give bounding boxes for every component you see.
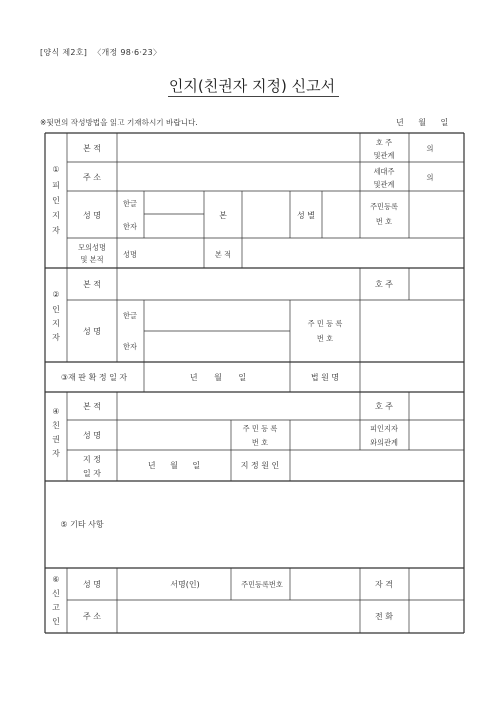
mother-label-2: 및 본적 <box>80 255 104 264</box>
form-number: [양식 제2호] <box>40 48 88 57</box>
recognizer-resident-label: 주 민 등 록 <box>307 319 343 328</box>
recognizer-heading-char-3: 자 <box>52 333 60 342</box>
mother-label: 모의성명 <box>78 243 106 252</box>
designation-date-value: 년 월 일 <box>147 461 201 470</box>
mother-name-label: 성명 <box>123 250 137 259</box>
reporter-heading-char-2: 고 <box>52 603 60 612</box>
reporter-resident-label: 주민등록번호 <box>241 580 283 589</box>
person-heading-char-1: 피 <box>52 181 60 190</box>
recognizer-heading-number: ② <box>52 290 60 299</box>
person-household-suffix: 의 <box>426 173 434 182</box>
recognizer-heading-char-2: 지 <box>52 319 60 328</box>
reporter-name-label: 성 명 <box>83 580 101 589</box>
guardian-hoju-label: 호 주 <box>375 402 393 411</box>
person-hangul-label: 한글 <box>123 199 137 208</box>
person-heading-char-4: 자 <box>52 226 60 235</box>
guardian-resident-label: 주 민 등 록 <box>242 424 278 433</box>
recognizer-resident-label-2: 번 호 <box>316 334 334 343</box>
person-address-label: 주 소 <box>83 173 101 182</box>
instruction-notice: ※뒷면의 작성방법을 읽고 기재하시기 바랍니다. <box>40 118 198 127</box>
recognizer-hoju-label: 호 주 <box>375 280 393 289</box>
person-name-label: 성 명 <box>83 211 101 220</box>
person-heading-char-2: 인 <box>52 196 60 205</box>
recognizer-hanja-label: 한자 <box>123 342 137 351</box>
designation-date-label-2: 일 자 <box>83 469 101 478</box>
guardian-heading-char-3: 자 <box>52 449 60 458</box>
person-resident-label-2: 번 호 <box>375 217 393 226</box>
person-hoju-relation-label: 및관계 <box>373 151 395 160</box>
guardian-heading-char-1: 친 <box>52 421 60 430</box>
other-matters-label: ⑤ 기타 사항 <box>60 520 104 529</box>
recognizer-heading-char-1: 인 <box>52 305 60 314</box>
reporter-heading-char-3: 인 <box>52 617 60 626</box>
guardian-relation-label: 피인지자 <box>370 424 398 433</box>
guardian-heading-number: ④ <box>52 407 60 416</box>
revision-date: 〈개정 98·6·23〉 <box>93 48 162 57</box>
signature-label: 서명(인) <box>170 580 200 589</box>
designation-cause-label: 지 정 원 인 <box>240 461 280 470</box>
person-resident-label: 주민등록 <box>370 202 398 211</box>
person-sex-label: 성 별 <box>297 211 315 220</box>
form-border <box>45 133 464 633</box>
person-household-label: 세대주 <box>373 167 395 176</box>
guardian-name-label: 성 명 <box>83 431 101 440</box>
person-hanja-label: 한자 <box>123 222 137 231</box>
person-hoju-suffix: 의 <box>426 144 434 153</box>
form-title: 인지(친권자 지정) 신고서 <box>168 77 336 95</box>
guardian-bonjeok-label: 본 적 <box>83 402 101 411</box>
recognizer-bonjeok-label: 본 적 <box>83 280 101 289</box>
person-heading-number: ① <box>52 165 60 174</box>
guardian-heading-char-2: 권 <box>52 435 60 444</box>
person-bonjeok-label: 본 적 <box>83 144 101 153</box>
judgment-date-value: 년 월 일 <box>189 373 247 382</box>
reporter-heading-number: ⑥ <box>52 575 60 584</box>
person-bon-label: 본 <box>219 211 227 220</box>
reporter-heading-char-1: 신 <box>52 589 60 598</box>
guardian-resident-label-2: 번 호 <box>251 438 269 447</box>
court-name-label: 법 원 명 <box>310 373 340 382</box>
guardian-relation-label-2: 와의관계 <box>370 438 398 447</box>
judgment-date-label: ③재 판 확 정 일 자 <box>60 373 128 382</box>
designation-date-label: 지 정 <box>83 455 101 464</box>
person-hoju-label: 호 주 <box>375 138 393 147</box>
phone-label: 전 화 <box>375 612 393 621</box>
person-household-relation-label: 및관계 <box>373 180 395 189</box>
section-reporter <box>67 568 464 633</box>
recognizer-name-label: 성 명 <box>83 327 101 336</box>
qualification-label: 자 격 <box>375 580 393 589</box>
report-date: 년 월 일 <box>396 118 449 127</box>
reporter-address-label: 주 소 <box>83 612 101 621</box>
mother-bonjeok-label: 본 적 <box>214 250 232 259</box>
person-heading-char-3: 지 <box>52 211 60 220</box>
recognizer-hangul-label: 한글 <box>123 311 137 320</box>
